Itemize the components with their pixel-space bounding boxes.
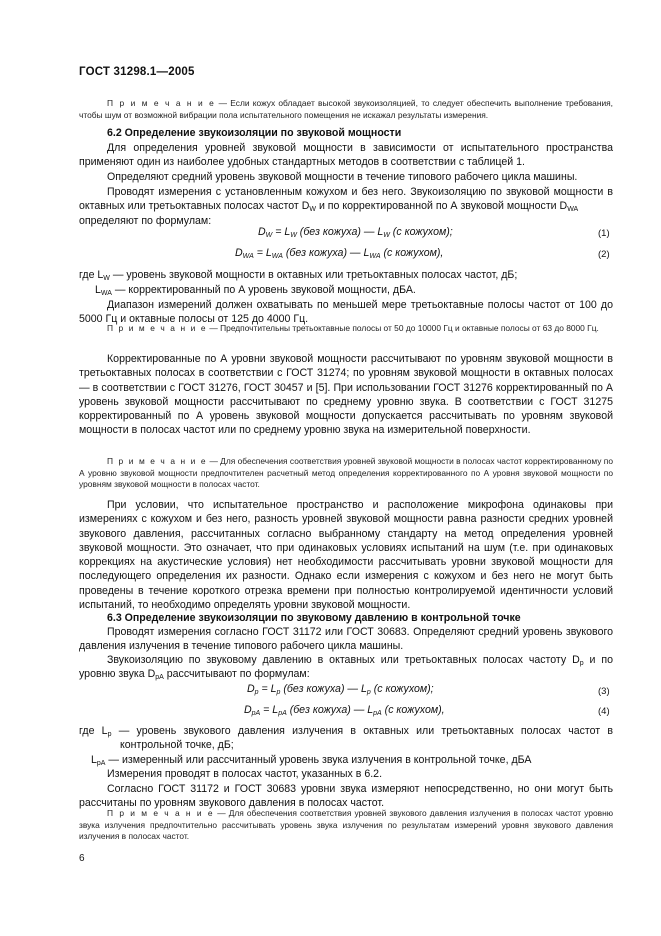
equation-2 xyxy=(235,247,443,259)
where-lw xyxy=(79,268,613,282)
eq-text: (без кожуха) — L xyxy=(280,683,367,695)
equation-4-number: (4) xyxy=(598,706,610,717)
note-text: — Если кожух обладает высокой звукоизоляцией, то следует обеспечить выполнение требования, чтобы шум от возможной вибрации пола испытательного помещения не искажал результаты измерения. xyxy=(79,98,613,120)
page-number: 6 xyxy=(79,853,85,864)
section-6-3-title: 6.3 Определение звукоизоляции по звуковому давлению в контрольной точке xyxy=(107,612,521,624)
where-lp xyxy=(79,724,613,753)
note-4 xyxy=(79,808,613,843)
paragraph-test-space: При условии, что испытательное пространство и расположение микрофона одинаковы при измерениях с кожухом и без него, разность уровней звуковой мощности равна разности средних уровней звукового давления, рассчитанных согласно выбранному стандарту на метод определения уровней звуковой мощности. Это означает, что при одинаковых условиях испытаний на шум (т.е. при одинаковых коррекциях на акустические условия) нет необходимости рассчитывать уровни звуковой мощности для последующего определения их разности. Однако если измерения с кожухом и без него не могут быть проведены в течение короткого отрезка времени при полностью контролируемой идентичности условий испытаний, то необходимо определять уровни звуковой мощности. xyxy=(79,499,613,612)
note-text: — Предпочтительны третьоктавные полосы от 50 до 10000 Гц и октавные полосы от 63 до 8000 Гц. xyxy=(207,323,599,333)
eq-sub: W xyxy=(290,232,297,239)
eq-text: (без кожуха) — L xyxy=(282,247,370,259)
note-label: П р и м е ч а н и е xyxy=(107,808,215,818)
text: — корректированный по А уровень звуковой мощности, дБА. xyxy=(111,284,416,296)
note-label: П р и м е ч а н и е xyxy=(107,456,208,466)
eq-sub: WA xyxy=(369,253,381,260)
eq-text: (с кожухом); xyxy=(389,226,453,238)
eq-text: = L xyxy=(258,683,277,695)
subscript: p xyxy=(107,731,112,738)
section-6-3-p2 xyxy=(79,653,613,682)
equation-4 xyxy=(244,704,445,716)
equation-1-number: (1) xyxy=(598,228,610,239)
eq-text: D xyxy=(244,704,252,716)
document-header: ГОСТ 31298.1—2005 xyxy=(79,66,195,78)
eq-sub: p xyxy=(254,689,259,696)
section-6-3-p1: Проводят измерения согласно ГОСТ 31172 или ГОСТ 30683. Определяют средний уровень звукового давления излучения в течение типового рабочего цикла машины. xyxy=(79,626,613,653)
eq-text: (с кожухом), xyxy=(380,247,444,259)
note-2 xyxy=(79,323,613,335)
text: и по уровню звука D xyxy=(79,654,613,681)
text: L xyxy=(91,754,97,766)
eq-sub: W xyxy=(265,232,273,239)
eq-text: (с кожухом); xyxy=(370,683,434,695)
note-3 xyxy=(79,456,613,491)
eq-sub: p xyxy=(276,689,281,696)
eq-text: (без кожуха) — L xyxy=(296,226,384,238)
text: — измеренный или рассчитанный уровень звука излучения в контрольной точке, дБА xyxy=(105,754,532,766)
subscript: W xyxy=(309,206,316,214)
text: где L xyxy=(79,269,104,281)
equation-1 xyxy=(258,226,453,238)
eq-sub: WA xyxy=(242,253,254,260)
note-text: — Для обеспечения соответствия уровней звуковой мощности в полосах частот корректированному по А уровню звуковой мощности предпочтителен расчетный метод определения корректированного по А уровня звуковой мощности по уровням звуковой мощности в полосах частот. xyxy=(79,456,613,490)
note-label: П р и м е ч а н и е xyxy=(107,98,216,108)
section-6-3-p4: Согласно ГОСТ 31172 и ГОСТ 30683 уровни звука измеряют непосредственно, но они могут быть рассчитаны по уровням звукового давления в полосах частот. xyxy=(79,783,613,810)
where-lwa xyxy=(95,283,613,297)
subscript: pA xyxy=(155,674,164,682)
section-6-2-p1 xyxy=(79,141,613,170)
where-lpa xyxy=(91,753,613,767)
section-6-2-title: 6.2 Определение звукоизоляции по звуковой мощности xyxy=(107,127,402,139)
text: где L xyxy=(79,725,108,737)
eq-sub: pA xyxy=(251,710,261,717)
subscript: pA xyxy=(96,760,106,767)
paragraph-a-weighted: Корректированные по А уровни звуковой мощности рассчитывают по уровням звуковой мощности в третьоктавных полосах в соответствии с ГОСТ 31274; по уровням звуковой мощности в октавных полосах — в соответствии с ГОСТ 31276, ГОСТ 30457 и [5]. При использовании ГОСТ 31276 корректированный по А уровень звуковой мощности рассчитывают по среднему уровню звука. В соответствии с ГОСТ 31275 корректированный по А уровень звуковой мощности допускается рассчитывать по уровням звуковой мощности в полосах частот или по среднему уровню звука на измерительной поверхности. xyxy=(79,353,613,437)
text: и по корректированной по А звуковой мощности D xyxy=(316,200,568,213)
note-1 xyxy=(79,98,613,121)
section-6-3-p3: Измерения проводят в полосах частот, указанных в 6.2. xyxy=(107,768,383,780)
eq-sub: pA xyxy=(373,710,382,717)
eq-text: D xyxy=(258,226,266,238)
equation-3 xyxy=(247,683,434,695)
text: Проводят измерения с установленным кожухом и без него. Звукоизоляцию по звуковой мощности в октавных или третьоктавных полосах частот D xyxy=(79,186,613,213)
eq-text: D xyxy=(235,247,243,259)
eq-text: D xyxy=(247,683,255,695)
note-label: П р и м е ч а н и е xyxy=(107,323,208,333)
eq-text: = L xyxy=(253,247,272,259)
eq-text: = L xyxy=(272,226,291,238)
section-6-2-p2: Определяют средний уровень звуковой мощности в течение типового рабочего цикла машины. xyxy=(107,171,578,183)
eq-sub: pA xyxy=(278,710,287,717)
subscript: W xyxy=(103,275,110,282)
eq-sub: W xyxy=(383,232,390,239)
note-text: — Для обеспечения соответствия уровней звукового давления излучения в полосах частот уровню звука излучения предпочтительно рассчитывать уровень звука излучения по результатам измерений уровня звукового давления излучения в полосах частот. xyxy=(79,808,613,842)
text: L xyxy=(95,284,101,296)
subscript: WA xyxy=(100,290,112,297)
eq-text: (без кожуха) — L xyxy=(286,704,374,716)
equation-2-number: (2) xyxy=(598,249,610,260)
eq-sub: p xyxy=(366,689,371,696)
subscript: WA xyxy=(567,206,579,214)
text: — уровень звуковой мощности в октавных или третьоктавных полосах частот, дБ; xyxy=(109,269,518,281)
paragraph-text: Для определения уровней звуковой мощности в зависимости от испытательного пространства применяют один из наиболее удобных стандартных методов в соответствии с таблицей 1. xyxy=(79,142,613,169)
equation-3-number: (3) xyxy=(598,686,610,697)
text: — уровень звукового давления излучения в октавных или третьоктавных полосах частот в контрольной точке, дБ; xyxy=(111,725,614,752)
section-6-2-p3 xyxy=(79,185,613,228)
eq-text: = L xyxy=(260,704,279,716)
text: Звукоизоляцию по звуковому давлению в октавных или третьоктавных полосах частоту D xyxy=(107,654,580,666)
text: определяют по формулам: xyxy=(79,214,212,227)
text: рассчитывают по формулам: xyxy=(163,668,310,681)
section-6-2-p4: Диапазон измерений должен охватывать по меньшей мере третьоктавные полосы частот от 100 до 5000 Гц и октавные полосы от 125 до 4000 Гц. xyxy=(79,299,613,326)
subscript: p xyxy=(579,660,584,667)
eq-text: (с кожухом), xyxy=(381,704,445,716)
eq-sub: WA xyxy=(271,253,283,260)
